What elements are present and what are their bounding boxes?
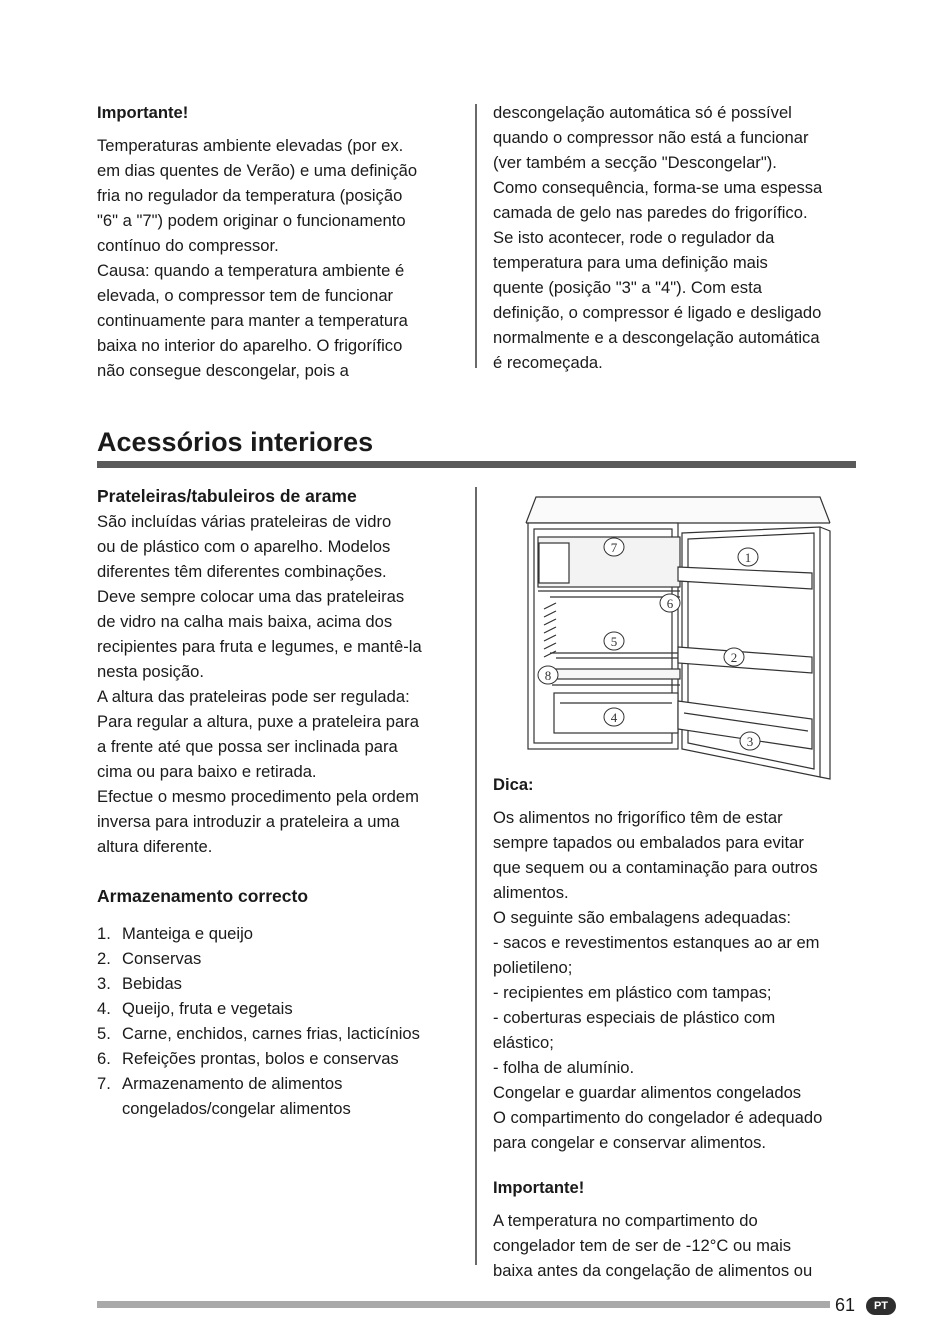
text-line: sempre tapados ou embalados para evitar: [493, 833, 804, 852]
text-line: que sequem ou a contaminação para outros: [493, 858, 818, 877]
text-line: Congelar e guardar alimentos congelados: [493, 1083, 802, 1102]
list-number: 4.: [97, 999, 111, 1018]
text-line: Se isto acontecer, rode o regulador da: [493, 228, 775, 247]
list-text-line: Armazenamento de alimentos: [122, 1074, 343, 1093]
callout-7-label: 7: [610, 540, 618, 555]
text-line: - recipientes em plástico com tampas;: [493, 983, 772, 1002]
list-text: Bebidas: [122, 974, 182, 993]
list-number: 5.: [97, 1024, 111, 1043]
shelves-text: [97, 509, 462, 859]
list-text: [122, 1071, 351, 1121]
storage-heading: Armazenamento correcto: [97, 886, 309, 906]
text-line: nesta posição.: [97, 662, 205, 681]
text-line: Deve sempre colocar uma das prateleiras: [97, 587, 405, 606]
text-line: Efectue o mesmo procedimento pela ordem: [97, 787, 419, 806]
text-line: Como consequência, forma-se uma espessa: [493, 178, 823, 197]
callout-2-label: 2: [730, 650, 738, 665]
list-text: Manteiga e queijo: [122, 924, 253, 943]
lower-shelf: [552, 669, 680, 679]
callout-1-label: 1: [744, 550, 752, 565]
list-text: Carne, enchidos, carnes frias, lacticínios: [122, 1024, 420, 1043]
text-line: para congelar e conservar alimentos.: [493, 1133, 767, 1152]
text-line: é recomeçada.: [493, 353, 603, 372]
callout-6-label: 6: [666, 596, 674, 611]
list-item: [97, 1021, 462, 1046]
bottom-left-column: [97, 484, 462, 1121]
callout-5-label: 5: [610, 634, 618, 649]
list-number: 3.: [97, 974, 111, 993]
page-number: 61: [835, 1295, 856, 1315]
list-number: 2.: [97, 949, 111, 968]
text-line: São incluídas várias prateleiras de vidro: [97, 512, 392, 531]
text-line: polietileno;: [493, 958, 573, 977]
text-line: inversa para introduzir a prateleira a uma: [97, 812, 400, 831]
column-divider: [475, 487, 477, 1265]
text-line: - folha de alumínio.: [493, 1058, 635, 1077]
list-text: Refeições prontas, bolos e conservas: [122, 1049, 399, 1068]
text-line: temperatura para uma definição mais: [493, 253, 768, 272]
text-line: ou de plástico com o aparelho. Modelos: [97, 537, 391, 556]
section-rule: [97, 461, 856, 468]
list-item: [97, 971, 462, 996]
text-line: diferentes têm diferentes combinações.: [97, 562, 387, 581]
text-line: baixa no interior do aparelho. O frigorífico: [97, 336, 403, 355]
freezer-door: [539, 543, 569, 583]
top-left-column: [97, 100, 462, 383]
text-line: a frente até que possa ser inclinada para: [97, 737, 398, 756]
text-line: não consegue descongelar, pois a: [97, 361, 349, 380]
list-text-line: congelados/congelar alimentos: [122, 1099, 351, 1118]
text-line: elástico;: [493, 1033, 554, 1052]
text-line: congelador tem de ser de -12°C ou mais: [493, 1236, 792, 1255]
list-item: [97, 996, 462, 1021]
text-line: definição, o compressor é ligado e desligado: [493, 303, 822, 322]
important-text-2: [493, 1208, 858, 1283]
text-line: de vidro na calha mais baixa, acima dos: [97, 612, 393, 631]
list-item: [97, 1046, 462, 1071]
text-line: continuamente para manter a temperatura: [97, 311, 408, 330]
text-line: camada de gelo nas paredes do frigorífico.: [493, 203, 808, 222]
text-line: recipientes para fruta e legumes, e mantê-la: [97, 637, 422, 656]
language-badge: PT: [866, 1297, 896, 1315]
text-line: contínuo do compressor.: [97, 236, 279, 255]
list-number: 6.: [97, 1049, 111, 1068]
important-text: [97, 133, 462, 383]
storage-list: [97, 921, 462, 1121]
text-line: O seguinte são embalagens adequadas:: [493, 908, 791, 927]
text-line: alimentos.: [493, 883, 569, 902]
tip-heading: Dica:: [493, 775, 534, 794]
top-right-column: [493, 100, 858, 375]
list-item: [97, 1071, 462, 1121]
text-line: elevada, o compressor tem de funcionar: [97, 286, 394, 305]
text-line: Causa: quando a temperatura ambiente é: [97, 261, 405, 280]
text-line: O compartimento do congelador é adequado: [493, 1108, 823, 1127]
list-number: 1.: [97, 924, 111, 943]
text-line: A altura das prateleiras pode ser regulada:: [97, 687, 410, 706]
text-line: Temperaturas ambiente elevadas (por ex.: [97, 136, 404, 155]
callout-4-label: 4: [610, 710, 618, 725]
list-item: [97, 921, 462, 946]
text-line: "6" a "7") podem originar o funcionamento: [97, 211, 406, 230]
text-line: - sacos e revestimentos estanques ao ar em: [493, 933, 820, 952]
text-line: Para regular a altura, puxe a prateleira para: [97, 712, 419, 731]
text-line: baixa antes da congelação de alimentos ou: [493, 1261, 813, 1280]
list-number: 7.: [97, 1074, 111, 1093]
list-text: Conservas: [122, 949, 202, 968]
fridge-diagram: [520, 493, 840, 783]
important-heading-2: Importante!: [493, 1178, 585, 1197]
callout-3-label: 3: [746, 734, 754, 749]
fridge-top: [526, 497, 830, 523]
list-text: Queijo, fruta e vegetais: [122, 999, 293, 1018]
list-item: [97, 946, 462, 971]
footer-rule: [97, 1301, 830, 1308]
important-heading: Importante!: [97, 103, 189, 122]
text-line: (ver também a secção "Descongelar").: [493, 153, 777, 172]
fridge-door-outer: [820, 527, 830, 779]
text-line: Os alimentos no frigorífico têm de estar: [493, 808, 783, 827]
text-line: descongelação automática só é possível: [493, 103, 792, 122]
text-line: cima ou para baixo e retirada.: [97, 762, 317, 781]
section-title: Acessórios interiores: [97, 427, 374, 457]
text-line: altura diferente.: [97, 837, 213, 856]
text-line: em dias quentes de Verão) e uma definição: [97, 161, 418, 180]
shelves-heading: Prateleiras/tabuleiros de arame: [97, 486, 357, 506]
callout-8-label: 8: [544, 668, 552, 683]
text-line: fria no regulador da temperatura (posição: [97, 186, 403, 205]
text-line: - coberturas especiais de plástico com: [493, 1008, 776, 1027]
bottom-right-column: [493, 772, 858, 1283]
text-line: quente (posição "3" a "4"). Com esta: [493, 278, 762, 297]
text-line: quando o compressor não está a funcionar: [493, 128, 809, 147]
text-line: A temperatura no compartimento do: [493, 1211, 758, 1230]
text-line: normalmente e a descongelação automática: [493, 328, 820, 347]
tip-text: [493, 805, 858, 1155]
column-divider: [475, 104, 477, 368]
